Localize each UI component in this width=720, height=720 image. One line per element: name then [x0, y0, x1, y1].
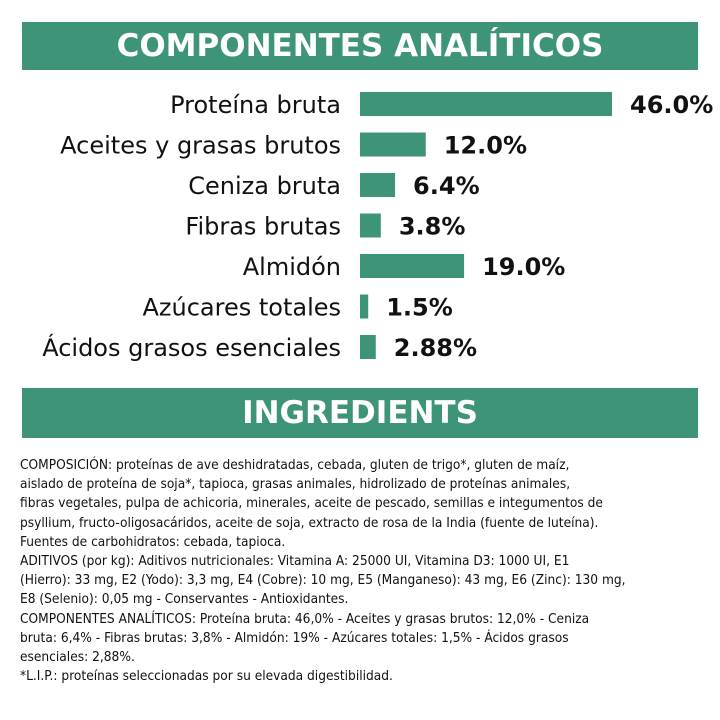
- ingredients-line: bruta: 6,4% - Fibras brutas: 3,8% - Almidón: 19% - Azúcares totales: 1,5% - Ácidos grasos: [20, 629, 569, 646]
- ingredients-line: COMPOSICIÓN: proteínas de ave deshidratadas, cebada, gluten de trigo*, gluten de maíz,: [20, 457, 570, 473]
- ingredients-banner: INGREDIENTS: [22, 388, 698, 438]
- value-label: 1.5%: [386, 293, 453, 322]
- ingredients-line: aislado de proteína de soja*, tapioca, grasas animales, hidrolizado de proteínas animales,: [20, 476, 571, 493]
- bar: [360, 173, 395, 197]
- category-label: Aceites y grasas brutos: [60, 131, 341, 160]
- ingredients-line: E8 (Selenio): 0,05 mg - Conservantes - Antioxidantes.: [20, 591, 349, 608]
- category-label: Almidón: [242, 253, 341, 281]
- category-label: Azúcares totales: [142, 293, 341, 322]
- ingredients-line: (Hierro): 33 mg, E2 (Yodo): 3,3 mg, E4 (Cobre): 10 mg, E5 (Manganeso): 43 mg, E6 (Zinc): 130 mg,: [20, 572, 626, 589]
- analytical-components-bar-chart: [0, 80, 720, 372]
- bar: [360, 214, 381, 238]
- value-label: 19.0%: [482, 253, 566, 281]
- bar: [360, 92, 612, 116]
- category-label: Fibras brutas: [185, 212, 341, 241]
- analytical-components-banner: COMPONENTES ANALÍTICOS: [22, 22, 698, 70]
- ingredients-line: fibras vegetales, pulpa de achicoria, minerales, aceite de pescado, semillas e integumentos de: [20, 495, 603, 512]
- ingredients-line: Fuentes de carbohidratos: cebada, tapioca.: [20, 533, 286, 550]
- ingredients-line: esenciales: 2,88%.: [20, 649, 135, 666]
- bar: [360, 335, 376, 359]
- value-label: 3.8%: [398, 212, 466, 241]
- value-label: 6.4%: [413, 172, 480, 200]
- ingredients-text: [20, 456, 704, 686]
- ingredients-line: COMPONENTES ANALÍTICOS: Proteína bruta: 46,0% - Aceites y grasas brutos: 12,0% - Ceniza: [20, 610, 590, 627]
- value-label: 46.0%: [630, 91, 714, 119]
- category-label: Ceniza bruta: [188, 172, 341, 200]
- category-label: Ácidos grasos esenciales: [42, 334, 341, 362]
- ingredients-line: ADITIVOS (por kg): Aditivos nutricionales: Vitamina A: 25000 UI, Vitamina D3: 1000 UI, E1: [20, 553, 570, 570]
- bar: [360, 133, 426, 157]
- value-label: 12.0%: [443, 131, 528, 160]
- bar: [360, 254, 464, 278]
- value-label: 2.88%: [393, 334, 478, 362]
- bar: [360, 295, 368, 319]
- ingredients-line: *L.I.P.: proteínas seleccionadas por su elevada digestibilidad.: [20, 668, 393, 685]
- ingredients-line: psyllium, fructo-oligosacáridos, aceite de soja, extracto de rosa de la India (fuente de luteína).: [20, 514, 599, 531]
- category-label: Proteína bruta: [170, 91, 341, 119]
